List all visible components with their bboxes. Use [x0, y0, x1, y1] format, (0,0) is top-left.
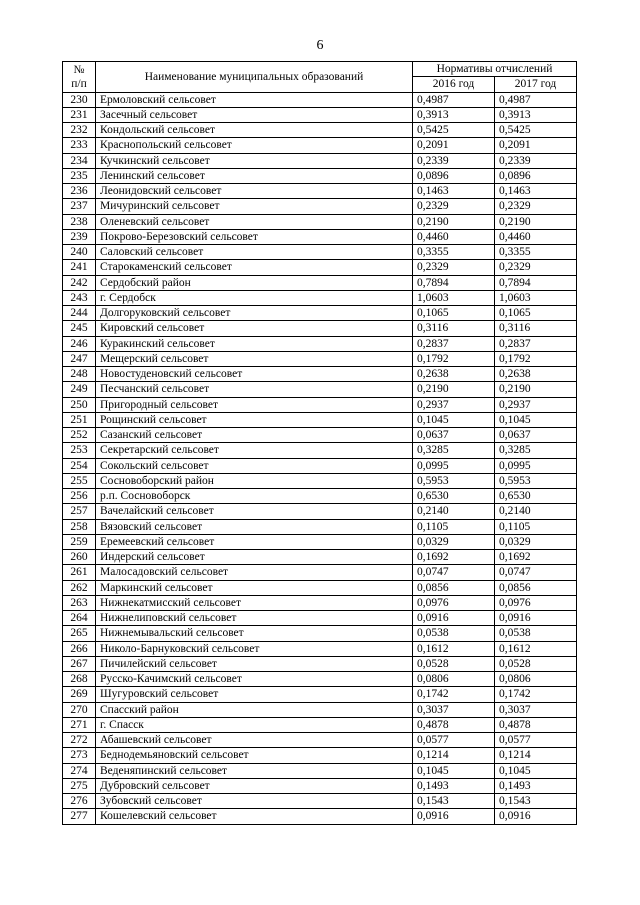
row-value-2017: 0,5953 — [495, 473, 577, 488]
table-row — [63, 123, 577, 138]
row-number: 265 — [63, 626, 96, 641]
table-row — [63, 306, 577, 321]
row-name: Кучкинский сельсовет — [96, 153, 413, 168]
header-number — [63, 62, 96, 93]
row-name: Еремеевский сельсовет — [96, 534, 413, 549]
row-name: Кондольский сельсовет — [96, 123, 413, 138]
row-value-2016: 0,1045 — [413, 412, 495, 427]
row-value-2016: 0,5953 — [413, 473, 495, 488]
row-value-2016: 0,1792 — [413, 351, 495, 366]
row-name: Абашевский сельсовет — [96, 733, 413, 748]
row-name: Сердобский район — [96, 275, 413, 290]
row-value-2016: 0,1214 — [413, 748, 495, 763]
row-value-2016: 0,1612 — [413, 641, 495, 656]
row-number: 238 — [63, 214, 96, 229]
row-value-2017: 0,0916 — [495, 809, 577, 824]
row-name: Кировский сельсовет — [96, 321, 413, 336]
table-row — [63, 336, 577, 351]
row-number: 264 — [63, 611, 96, 626]
header-number-line1: № — [73, 63, 85, 76]
row-number: 250 — [63, 397, 96, 412]
header-year-2017: 2017 год — [495, 77, 577, 92]
header-norms-group: Нормативы отчислений — [413, 62, 577, 77]
row-value-2016: 0,0916 — [413, 611, 495, 626]
row-number: 240 — [63, 245, 96, 260]
row-name: Оленевский сельсовет — [96, 214, 413, 229]
row-value-2016: 0,4460 — [413, 229, 495, 244]
table-row — [63, 595, 577, 610]
table-row — [63, 275, 577, 290]
row-value-2016: 0,2638 — [413, 367, 495, 382]
table-row — [63, 428, 577, 443]
table-row — [63, 184, 577, 199]
row-value-2016: 0,2140 — [413, 504, 495, 519]
table-row — [63, 519, 577, 534]
row-value-2016: 0,0577 — [413, 733, 495, 748]
row-value-2016: 0,4987 — [413, 92, 495, 107]
row-number: 273 — [63, 748, 96, 763]
row-value-2017: 0,2638 — [495, 367, 577, 382]
table-row — [63, 565, 577, 580]
row-number: 242 — [63, 275, 96, 290]
table-row — [63, 107, 577, 122]
row-name: Маркинский сельсовет — [96, 580, 413, 595]
row-value-2016: 0,0856 — [413, 580, 495, 595]
row-value-2017: 0,2329 — [495, 199, 577, 214]
header-name: Наименование муниципальных образований — [96, 62, 413, 93]
row-number: 254 — [63, 458, 96, 473]
row-value-2017: 0,1792 — [495, 351, 577, 366]
row-value-2016: 0,0976 — [413, 595, 495, 610]
row-name: Мещерский сельсовет — [96, 351, 413, 366]
page-number: 6 — [316, 38, 324, 53]
row-number: 249 — [63, 382, 96, 397]
table-row — [63, 763, 577, 778]
row-name: Засечный сельсовет — [96, 107, 413, 122]
table-row — [63, 290, 577, 305]
row-name: Спасский район — [96, 702, 413, 717]
row-number: 256 — [63, 489, 96, 504]
row-number: 277 — [63, 809, 96, 824]
row-name: г. Сердобск — [96, 290, 413, 305]
row-number: 257 — [63, 504, 96, 519]
row-name: Покрово-Березовский сельсовет — [96, 229, 413, 244]
row-value-2016: 0,2329 — [413, 199, 495, 214]
row-value-2016: 1,0603 — [413, 290, 495, 305]
row-name: Нижнемывальский сельсовет — [96, 626, 413, 641]
table-row — [63, 702, 577, 717]
table-row — [63, 92, 577, 107]
row-name: Сазанский сельсовет — [96, 428, 413, 443]
row-name: Долгоруковский сельсовет — [96, 306, 413, 321]
row-value-2017: 0,2190 — [495, 382, 577, 397]
row-value-2017: 0,0528 — [495, 656, 577, 671]
row-value-2016: 0,1105 — [413, 519, 495, 534]
row-value-2016: 0,3037 — [413, 702, 495, 717]
row-value-2016: 0,2339 — [413, 153, 495, 168]
row-name: Русско-Качимский сельсовет — [96, 672, 413, 687]
row-number: 239 — [63, 229, 96, 244]
row-value-2017: 0,2329 — [495, 260, 577, 275]
row-number: 230 — [63, 92, 96, 107]
row-name: Нижнелиповский сельсовет — [96, 611, 413, 626]
table-row — [63, 778, 577, 793]
table-row — [63, 367, 577, 382]
table-row — [63, 229, 577, 244]
row-name: Вязовский сельсовет — [96, 519, 413, 534]
row-name: Сокольский сельсовет — [96, 458, 413, 473]
row-value-2017: 0,0806 — [495, 672, 577, 687]
row-value-2016: 0,2091 — [413, 138, 495, 153]
row-value-2016: 0,1493 — [413, 778, 495, 793]
table-row — [63, 473, 577, 488]
row-number: 260 — [63, 550, 96, 565]
row-number: 244 — [63, 306, 96, 321]
row-number: 263 — [63, 595, 96, 610]
row-number: 255 — [63, 473, 96, 488]
row-value-2017: 0,2190 — [495, 214, 577, 229]
row-value-2017: 0,6530 — [495, 489, 577, 504]
table-row — [63, 504, 577, 519]
row-name: Новостуденовский сельсовет — [96, 367, 413, 382]
row-name: Мичуринский сельсовет — [96, 199, 413, 214]
row-value-2017: 0,1742 — [495, 687, 577, 702]
row-value-2017: 0,7894 — [495, 275, 577, 290]
row-value-2017: 0,0916 — [495, 611, 577, 626]
row-name: Малосадовский сельсовет — [96, 565, 413, 580]
row-value-2017: 0,3355 — [495, 245, 577, 260]
row-name: Шугуровский сельсовет — [96, 687, 413, 702]
table-row — [63, 580, 577, 595]
table-row — [63, 138, 577, 153]
row-value-2017: 0,3913 — [495, 107, 577, 122]
row-number: 236 — [63, 184, 96, 199]
row-value-2016: 0,0916 — [413, 809, 495, 824]
row-value-2017: 0,4987 — [495, 92, 577, 107]
row-value-2016: 0,2837 — [413, 336, 495, 351]
row-name: Песчанский сельсовет — [96, 382, 413, 397]
row-number: 270 — [63, 702, 96, 717]
table-row — [63, 611, 577, 626]
row-name: Вачелайский сельсовет — [96, 504, 413, 519]
row-value-2016: 0,1463 — [413, 184, 495, 199]
row-number: 231 — [63, 107, 96, 122]
row-value-2016: 0,2937 — [413, 397, 495, 412]
row-value-2017: 0,0856 — [495, 580, 577, 595]
row-number: 235 — [63, 168, 96, 183]
table-row — [63, 672, 577, 687]
row-name: Дубровский сельсовет — [96, 778, 413, 793]
row-name: р.п. Сосновоборск — [96, 489, 413, 504]
row-value-2017: 0,1214 — [495, 748, 577, 763]
row-value-2017: 0,1105 — [495, 519, 577, 534]
row-value-2016: 0,7894 — [413, 275, 495, 290]
table-row — [63, 199, 577, 214]
row-value-2016: 0,6530 — [413, 489, 495, 504]
table-row — [63, 382, 577, 397]
row-value-2017: 0,3037 — [495, 702, 577, 717]
row-value-2017: 0,1692 — [495, 550, 577, 565]
row-number: 271 — [63, 717, 96, 732]
row-value-2016: 0,3913 — [413, 107, 495, 122]
row-name: Ленинский сельсовет — [96, 168, 413, 183]
table-row — [63, 748, 577, 763]
row-value-2016: 0,0896 — [413, 168, 495, 183]
row-value-2016: 0,0329 — [413, 534, 495, 549]
row-value-2017: 0,0329 — [495, 534, 577, 549]
row-value-2016: 0,0538 — [413, 626, 495, 641]
table-row — [63, 687, 577, 702]
row-value-2016: 0,2190 — [413, 382, 495, 397]
row-value-2017: 0,3285 — [495, 443, 577, 458]
row-value-2017: 0,0577 — [495, 733, 577, 748]
row-number: 261 — [63, 565, 96, 580]
row-name: Кошелевский сельсовет — [96, 809, 413, 824]
row-value-2016: 0,1543 — [413, 794, 495, 809]
row-value-2017: 0,1045 — [495, 412, 577, 427]
row-value-2016: 0,1692 — [413, 550, 495, 565]
row-name: Ермоловский сельсовет — [96, 92, 413, 107]
table-row — [63, 412, 577, 427]
table-row — [63, 397, 577, 412]
row-name: Рощинский сельсовет — [96, 412, 413, 427]
row-number: 272 — [63, 733, 96, 748]
row-value-2016: 0,1045 — [413, 763, 495, 778]
row-name: Леонидовский сельсовет — [96, 184, 413, 199]
row-name: Секретарский сельсовет — [96, 443, 413, 458]
table-row — [63, 550, 577, 565]
row-value-2017: 0,3116 — [495, 321, 577, 336]
row-value-2017: 0,0995 — [495, 458, 577, 473]
row-number: 252 — [63, 428, 96, 443]
table-header — [63, 62, 577, 93]
row-value-2017: 0,0538 — [495, 626, 577, 641]
row-number: 259 — [63, 534, 96, 549]
row-number: 266 — [63, 641, 96, 656]
row-value-2017: 0,0896 — [495, 168, 577, 183]
row-value-2016: 0,5425 — [413, 123, 495, 138]
table-row — [63, 153, 577, 168]
row-number: 241 — [63, 260, 96, 275]
row-value-2017: 0,4878 — [495, 717, 577, 732]
row-number: 276 — [63, 794, 96, 809]
row-number: 234 — [63, 153, 96, 168]
table-row — [63, 626, 577, 641]
table-row — [63, 351, 577, 366]
row-value-2016: 0,0995 — [413, 458, 495, 473]
row-value-2017: 0,1543 — [495, 794, 577, 809]
row-name: Старокаменский сельсовет — [96, 260, 413, 275]
row-value-2017: 0,5425 — [495, 123, 577, 138]
row-number: 232 — [63, 123, 96, 138]
header-number-line2: п/п — [71, 77, 87, 90]
row-number: 267 — [63, 656, 96, 671]
row-value-2017: 0,0747 — [495, 565, 577, 580]
row-name: Веденяпинский сельсовет — [96, 763, 413, 778]
table-row — [63, 641, 577, 656]
row-number: 269 — [63, 687, 96, 702]
row-value-2017: 0,0637 — [495, 428, 577, 443]
row-number: 246 — [63, 336, 96, 351]
row-name: Нижнекатмисский сельсовет — [96, 595, 413, 610]
row-name: Пригородный сельсовет — [96, 397, 413, 412]
row-value-2017: 1,0603 — [495, 290, 577, 305]
table-row — [63, 656, 577, 671]
row-number: 243 — [63, 290, 96, 305]
row-number: 275 — [63, 778, 96, 793]
row-name: Беднодемьяновский сельсовет — [96, 748, 413, 763]
table-row — [63, 534, 577, 549]
row-name: Пичилейский сельсовет — [96, 656, 413, 671]
row-number: 253 — [63, 443, 96, 458]
table-row — [63, 245, 577, 260]
table-row — [63, 321, 577, 336]
row-value-2016: 0,3285 — [413, 443, 495, 458]
row-number: 274 — [63, 763, 96, 778]
row-value-2016: 0,3116 — [413, 321, 495, 336]
row-number: 258 — [63, 519, 96, 534]
row-value-2017: 0,0976 — [495, 595, 577, 610]
row-value-2016: 0,3355 — [413, 245, 495, 260]
row-value-2016: 0,4878 — [413, 717, 495, 732]
row-name: Куракинский сельсовет — [96, 336, 413, 351]
row-value-2016: 0,0806 — [413, 672, 495, 687]
row-value-2016: 0,0637 — [413, 428, 495, 443]
row-value-2017: 0,1463 — [495, 184, 577, 199]
table-row — [63, 168, 577, 183]
table-row — [63, 489, 577, 504]
row-value-2017: 0,1493 — [495, 778, 577, 793]
norms-table — [62, 61, 577, 825]
row-name: г. Спасск — [96, 717, 413, 732]
row-number: 248 — [63, 367, 96, 382]
row-value-2017: 0,1612 — [495, 641, 577, 656]
row-name: Краснопольский сельсовет — [96, 138, 413, 153]
row-value-2016: 0,1065 — [413, 306, 495, 321]
table-row — [63, 214, 577, 229]
table-row — [63, 443, 577, 458]
row-name: Зубовский сельсовет — [96, 794, 413, 809]
row-value-2017: 0,1065 — [495, 306, 577, 321]
row-name: Индерский сельсовет — [96, 550, 413, 565]
table-row — [63, 733, 577, 748]
row-value-2016: 0,2190 — [413, 214, 495, 229]
header-year-2016: 2016 год — [413, 77, 495, 92]
row-number: 251 — [63, 412, 96, 427]
row-value-2017: 0,2937 — [495, 397, 577, 412]
row-value-2017: 0,2837 — [495, 336, 577, 351]
row-value-2017: 0,1045 — [495, 763, 577, 778]
row-name: Николо-Барнуковский сельсовет — [96, 641, 413, 656]
row-name: Сосновоборский район — [96, 473, 413, 488]
table-row — [63, 809, 577, 824]
row-value-2016: 0,0747 — [413, 565, 495, 580]
row-number: 237 — [63, 199, 96, 214]
table-row — [63, 794, 577, 809]
table-row — [63, 717, 577, 732]
table-row — [63, 260, 577, 275]
table-body — [63, 92, 577, 824]
row-value-2017: 0,4460 — [495, 229, 577, 244]
row-value-2016: 0,2329 — [413, 260, 495, 275]
row-number: 245 — [63, 321, 96, 336]
row-value-2017: 0,2140 — [495, 504, 577, 519]
table-row — [63, 458, 577, 473]
row-number: 262 — [63, 580, 96, 595]
row-number: 268 — [63, 672, 96, 687]
row-value-2016: 0,1742 — [413, 687, 495, 702]
row-value-2017: 0,2339 — [495, 153, 577, 168]
row-number: 247 — [63, 351, 96, 366]
row-name: Саловский сельсовет — [96, 245, 413, 260]
row-value-2016: 0,0528 — [413, 656, 495, 671]
row-number: 233 — [63, 138, 96, 153]
row-value-2017: 0,2091 — [495, 138, 577, 153]
